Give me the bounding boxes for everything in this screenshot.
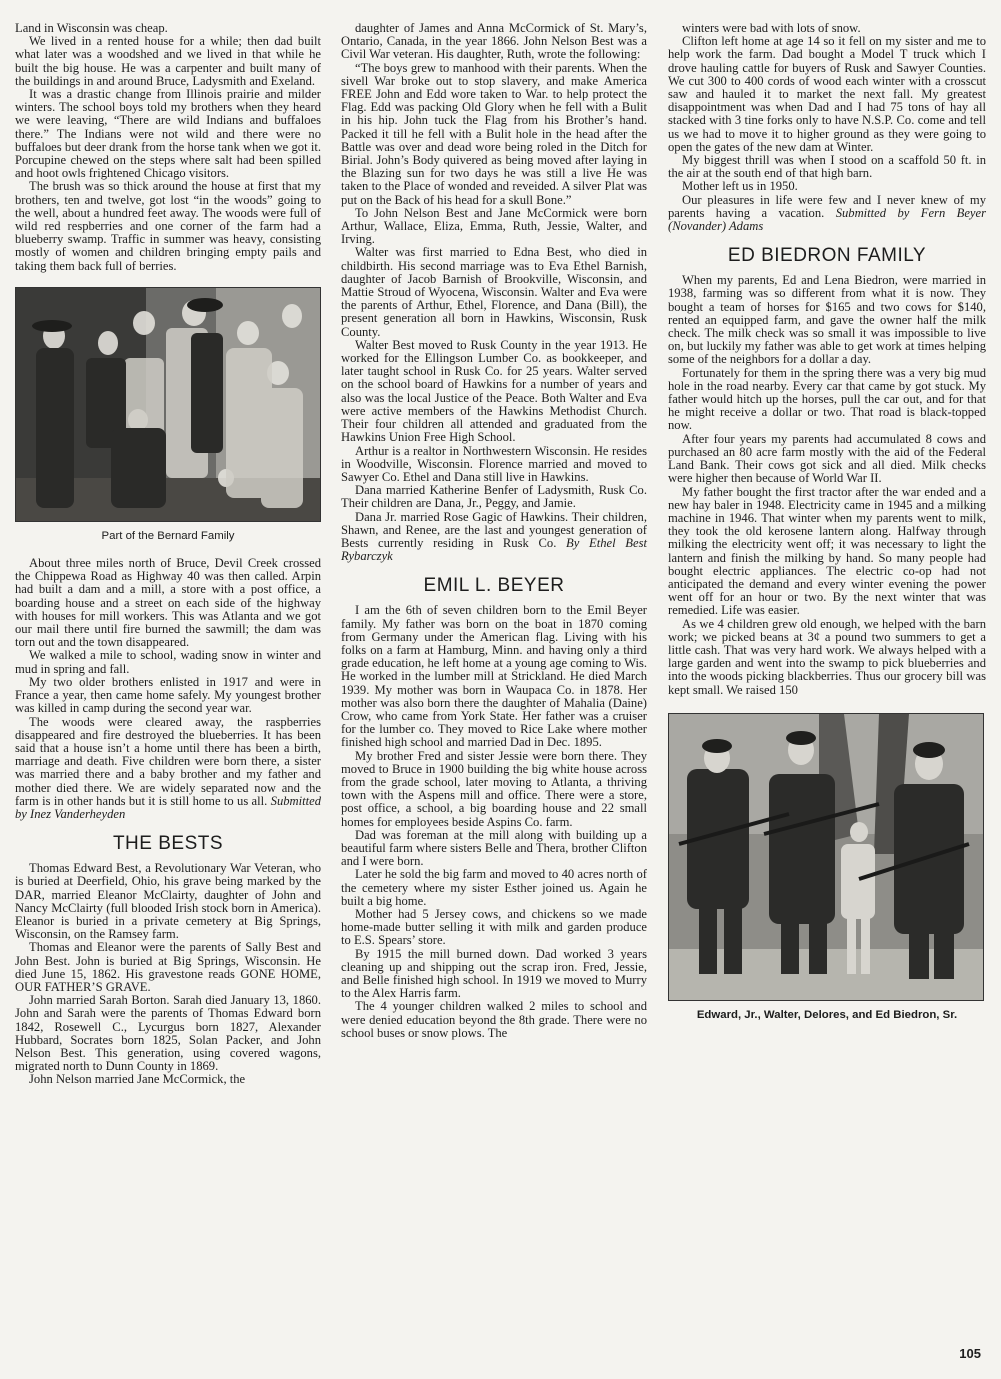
- paragraph: John Nelson married Jane McCormick, the: [29, 1072, 246, 1087]
- paragraph: My brother Fred and sister Jessie were born there. They moved to Bruce in 1900 building the big white house across from the grade school, later moving to Atlanta, a thriving town with the Aspens mill and office. There were a store, post office, a school, a big boarding house and 22 small homes for employees beside Aspins Co. farm.: [341, 748, 647, 829]
- paragraph: Mother had 5 Jersey cows, and chickens so we made home-made butter selling it with milk and garden produce to E.S. Spears’ store.: [341, 907, 647, 948]
- paragraph: John married Sarah Borton. Sarah died January 13, 1860. John and Sarah were the parents of Thomas Edward born 1842, Rosewell C., Lycurgus born 1827, Alexander Hubbard, Socrates born 1825, Solan Packer, and John Nelson Best. This generation, using covered wagons, migrated north to Dunn County in 1869.: [15, 993, 321, 1074]
- column-middle: [341, 22, 647, 1040]
- paragraph: About three miles north of Bruce, Devil Creek crossed the Chippewa Road as Highway 40 was then called. Arpin had built a dam and a mill, a store with a post office, a boarding house and a street on each side of the highway with houses for mill workers. This was Atlanta and we got our mail there until fire burned the sawmill; the dam was torn out and the town disappeared.: [15, 556, 321, 650]
- paragraph: After four years my parents had accumulated 8 cows and purchased an 80 acre farm mostly with the aid of the Federal Land Bank. Their cows got sick and all died. Milk checks were higher then because of World War II.: [668, 431, 986, 486]
- paragraph: Dana married Katherine Benfer of Ladysmith, Rusk Co. Their children are Dana, Jr., Peggy, and Jamie.: [341, 483, 647, 511]
- paragraph: It was a drastic change from Illinois prairie and milder winters. The school boys told my brothers when they heard we were leaving, “There are wild Indians and buffaloes there.” The Indians were not wild and there were no buffaloes but deer drank from the horse tank when we got it. Porcupine chewed on the steps where salt had been spilled and hoot owls frightened Chicago visitors.: [15, 87, 321, 181]
- paragraph: My biggest thrill was when I stood on a scaffold 50 ft. in the air at the south end of that high barn.: [668, 153, 986, 181]
- paragraph: To John Nelson Best and Jane McCormick were born Arthur, Wallace, Eliza, Emma, Ruth, Jessie, Walter, and Irving.: [341, 205, 647, 247]
- bernard-family-photo: [15, 287, 321, 522]
- bests-last-paragraph-text: Dana Jr. married Rose Gagic of Hawkins. Their children, Shawn, and Renee, are the last and youngest generation of Bests currently residing in Rusk Co.: [341, 509, 647, 550]
- paragraph: As we 4 children grew old enough, we helped with the barn work; we picked beans at 3¢ a pound two summers to get a little cash. That was very hard work. We always helped with a large garden and went into the swamp to pick blueberries and into the woods picking blackberries. Thus our grocery bill was kept small. We raised 150: [668, 616, 986, 697]
- biedron-text: [668, 274, 986, 697]
- paragraph: Land in Wisconsin was cheap.: [15, 21, 168, 35]
- paragraph: winters were bad with lots of snow.: [682, 21, 861, 35]
- column-right: [668, 22, 986, 1036]
- paragraph: Clifton left home at age 14 so it fell on my sister and me to help work the farm. Dad bought a Model T truck which I drove hauling cattle for buyers of Rusk and Sawyer Counties. We cut 300 to 400 cords of wood each winter with a crosscut saw and hauled it to market the next fall. My greatest disappointment was when Dad and I had 75 tons of hay all stacked with 3 tine forks only to have N.S.P. Co. come and tell us we had to move it to higher ground as they were going to open the gates of the new dam at Winter.: [668, 34, 986, 154]
- bests-last-paragraph: [341, 511, 647, 564]
- biedron-photo-caption: Edward, Jr., Walter, Delores, and Ed Biedron, Sr.: [696, 1008, 958, 1021]
- paragraph: My two older brothers enlisted in 1917 and were in France a year, then came home safely. My youngest brother was killed in camp during the second year war.: [15, 674, 321, 716]
- page-number: 105: [959, 1346, 981, 1361]
- paragraph: Walter Best moved to Rusk County in the year 1913. He worked for the Ellingson Lumber Co. as bookkeeper, and later taught school in Rusk Co. for 25 years. Walter served on the school board of Hawkins for a number of years and also was the local Justice of the Peace. Both Walter and Eva were active members of the Hawkins Methodist Church. Their four children all attended and graduated from the Hawkins Union Free High School.: [341, 337, 647, 445]
- paragraph: I am the 6th of seven children born to the Emil Beyer family. My father was born on the boat in 1870 coming from Germany under the American flag. Living with his folks on a farm at Hamburg, Minn. and having only a third grade education, he left home at a young age coming to Wis. He worked in the lumber mill at Strickland. He died March 1939. My mother was born in Waupaca Co. in 1878. Her mother was also born there the daughter of Mahalia (Daine) Crow, who came from York State. Her father was a cruiser for the lumber co. They moved to Rice Lake where mother finished high school and married Dad in Dec. 1895.: [341, 603, 647, 750]
- paragraph: Fortunately for them in the spring there was a very big mud hole in the road nearby. Every car that came by got stuck. My father would hitch up the horses, pull the car out, and for that he might receive a dollar or two. That road is black-topped now.: [668, 365, 986, 433]
- bernard-text-mid: [15, 557, 321, 715]
- paragraph: “The boys grew to manhood with their parents. When the sivell War broke out to stop slavery, and make America FREE John and Edd wore taken to War. to help protect the Flag. Edd was packing Old Glory when he fell with a Bulit in his hip. John tuck the Flag from his Brother’s hand. Packed it till he fell with a Bulit hole in the head after the Battle was over and dead wore being roled in the Ditch for Birial. John’s Body quivered as being moved after laying in the Blazing sun for two days he was still a live He was taken to the Place of wonded and reveided. A silver Plat was put on the Back of his head for a skull Bone.”: [341, 60, 647, 207]
- bernard-photo-caption: Part of the Bernard Family: [101, 529, 235, 542]
- paragraph: Mother left us in 1950.: [682, 179, 798, 194]
- bernard-submitted-by: Submitted by Inez Vanderheyden: [15, 793, 322, 821]
- bernard-family-photo-image: [16, 288, 320, 521]
- paragraph: Arthur is a realtor in Northwestern Wisconsin. He resides in Woodville, Wisconsin. Florence married and moved to Sawyer Co. Ethel and Dana still live in Hawkins.: [341, 443, 647, 484]
- paragraph: The brush was so thick around the house at first that my brothers, ten and twelve, got lost “in the woods” going to the well, about a hundred feet away. The woods were full of wild red respberries and one corner of the farm had a blueberry swamp. Traffic in summer was heavy, consisting mostly of women and children bringing empty pails and taking them back full of berries.: [15, 179, 321, 273]
- bests-submitted-by: By Ethel Best Rybarczyk: [341, 535, 647, 564]
- paragraph: By 1915 the mill burned down. Dad worked 3 years cleaning up and shipping out the scrap iron. Fred, Jessie, and Belle finished high school. In 1919 we moved to Murry to the Alex Harris farm.: [341, 946, 647, 1001]
- column-left: [15, 22, 321, 1087]
- paragraph: The 4 younger children walked 2 miles to school and were denied education beyond the 8th grade. There were no school buses or snow plows. The: [341, 999, 647, 1040]
- biedron-family-photo-image: [669, 714, 983, 1000]
- bests-text: [15, 862, 321, 1086]
- bests-text-continued: [341, 22, 647, 511]
- paragraph: Dad was foreman at the mill along with building up a beautiful farm where sisters Belle and Thera, brother Clifton and I were born.: [341, 827, 647, 869]
- paragraph: My father bought the first tractor after the war ended and a new hay baler in 1948. Electricity came in 1945 and a milking machine in 1946. That winter when my parents went to milk, they took the old kerosene lantern along. Halfway through milking the electricity went off; it was necessary to light the lantern and finish the milking by hand. So many people had bought electric appliances. The electric co-op had not anticipated the demand and every winter evening the power went off for an hour or two. By the next winter that was remedied. Life was easier.: [668, 484, 986, 618]
- beyer-last-paragraph: [668, 194, 986, 234]
- paragraph: We walked a mile to school, wading snow in winter and mud in spring and fall.: [15, 648, 321, 676]
- paragraph: Thomas Edward Best, a Revolutionary War Veteran, who is buried at Deerfield, Ohio, his grave being marked by the DAR, married Eleanor McClairty, daughter of John and Nancy McClairty (full blooded Irish stock born in America). Eleanor is buried in a private cemetery at Big Springs, Wisconsin, on the Ramsey farm.: [15, 861, 321, 942]
- beyer-last-paragraph-text: Our pleasures in life were few and I never knew of my parents having a vacation.: [668, 192, 986, 220]
- beyer-heading: EMIL L. BEYER: [423, 575, 565, 597]
- beyer-text: [341, 604, 647, 1040]
- bernard-last-paragraph: [15, 716, 321, 822]
- biedron-family-photo: [668, 713, 984, 1001]
- beyer-submitted-by: Submitted by Fern Beyer (Novander) Adams: [668, 205, 987, 234]
- bests-heading: THE BESTS: [112, 833, 224, 855]
- bernard-text-top: [15, 22, 321, 273]
- biedron-heading: ED BIEDRON FAMILY: [727, 245, 927, 267]
- beyer-text-continued: [668, 22, 986, 194]
- paragraph: Walter was first married to Edna Best, who died in childbirth. His second marriage was to Eva Ethel Barnish, daughter of Jacob Barnish of Brookville, Wisconsin, and Mattie Stroud of Wyocena, Wisconsin. Walter and Eva were the parents of Arthur, Ethel, Florence, and Dana (Bill), the present generation all born in Hawkins, Wisconsin, Rusk County.: [341, 245, 647, 339]
- paragraph: Thomas and Eleanor were the parents of Sally Best and John Best. John is buried at Big Springs, Wisconsin. He died June 15, 1862. His gravestone reads GONE HOME, OUR FATHER’S GRAVE.: [15, 940, 321, 994]
- bernard-last-paragraph-text: The woods were cleared away, the raspberries disappeared and fire destroyed the blueberries. It has been said that a house isn’t a home until there has been a birth, marriage and death. Five children were born there, a sister was married there and a baby brother and my father and mother died there. We are widely separated now and the farm is in other hands but it is still home to us all.: [15, 714, 321, 808]
- paragraph: daughter of James and Anna McCormick of St. Mary’s, Ontario, Canada, in the year 1866. John Nelson Best was a Civil War veteran. His daughter, Ruth, wrote the following:: [341, 21, 647, 62]
- paragraph: Later he sold the big farm and moved to 40 acres north of the cemetery where my sister Esther joined us. Again he built a big home.: [341, 867, 647, 908]
- paragraph: When my parents, Ed and Lena Biedron, were married in 1938, farming was so different from what it is now. They bought a team of horses for $165 and two cows for $140, rented an equipped farm, and gave the owner half the milk check. The milk check was so small it was impossible to live on, but luckily my father was able to get work at times helping some of the neighbors for a dollar a day.: [668, 273, 986, 367]
- paragraph: We lived in a rented house for a while; then dad built what later was a woodshed and we lived in that while he built the big house. He was a carpenter and built many of the buildings in and around Bruce, Ladysmith and Exeland.: [15, 34, 321, 88]
